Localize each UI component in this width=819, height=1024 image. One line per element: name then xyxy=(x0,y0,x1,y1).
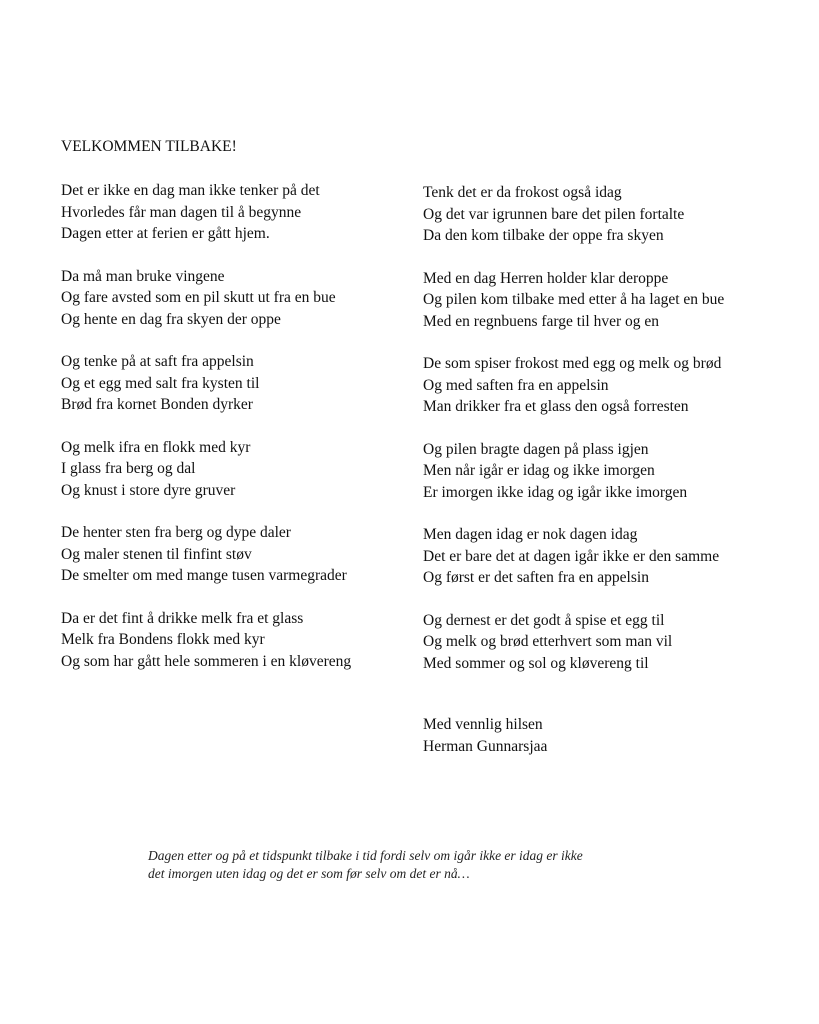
poem-line: Da er det fint å drikke melk fra et glass xyxy=(61,609,304,627)
poem-line: Og pilen bragte dagen på plass igjen xyxy=(423,440,649,458)
poem-line: Og melk ifra en flokk med kyr xyxy=(61,438,251,456)
stanza xyxy=(423,439,813,504)
poem-line: Og med saften fra en appelsin xyxy=(423,376,609,394)
poem-title: VELKOMMEN TILBAKE! xyxy=(61,138,237,155)
poem-line: Dagen etter at ferien er gått hjem. xyxy=(61,225,270,242)
poem-line: Med sommer og sol og kløvereng til xyxy=(423,654,649,672)
poem-line: Man drikker fra et glass den også forresten xyxy=(423,398,689,415)
stanza xyxy=(423,353,813,418)
poem-line: Og knust i store dyre gruver xyxy=(61,481,236,499)
poem-line: De henter sten fra berg og dype daler xyxy=(61,524,291,541)
stanza xyxy=(61,437,451,502)
poem-line: Melk fra Bondens flokk med kyr xyxy=(61,631,265,648)
poem-line: Og det var igrunnen bare det pilen fortalte xyxy=(423,205,685,223)
poem-line: Og hente en dag fra skyen der oppe xyxy=(61,310,281,328)
poem-line: Og maler stenen til finfint støv xyxy=(61,545,252,563)
stanza xyxy=(61,351,451,416)
poem-line: Og fare avsted som en pil skutt ut fra en bue xyxy=(61,289,336,306)
poem-line: Og pilen kom tilbake med etter å ha laget en bue xyxy=(423,291,725,308)
poem-line: De som spiser frokost med egg og melk og brød xyxy=(423,355,722,372)
poem-line: Da den kom tilbake der oppe fra skyen xyxy=(423,227,664,244)
poem-line: Og dernest er det godt å spise et egg til xyxy=(423,611,665,629)
signature-block xyxy=(423,714,547,757)
poem-line: Med en regnbuens farge til hver og en xyxy=(423,312,660,330)
poem-line: Og melk og brød etterhvert som man vil xyxy=(423,633,673,650)
poem-line: Brød fra kornet Bonden dyrker xyxy=(61,396,253,413)
left-column xyxy=(61,180,451,693)
poem-line: Og først er det saften fra en appelsin xyxy=(423,569,649,586)
stanza xyxy=(423,610,813,675)
poem-line: Og som har gått hele sommeren i en kløvereng xyxy=(61,652,352,670)
right-column xyxy=(423,182,813,695)
signature-closing: Med vennlig hilsen xyxy=(423,716,543,733)
stanza xyxy=(423,524,813,589)
signature-name: Herman Gunnarsjaa xyxy=(423,737,548,755)
stanza xyxy=(61,608,451,673)
poem-line: Da må man bruke vingene xyxy=(61,267,225,285)
poem-line: Det er ikke en dag man ikke tenker på det xyxy=(61,182,320,199)
poem-line: Med en dag Herren holder klar deroppe xyxy=(423,269,669,287)
footnote-line: Dagen etter og på et tidspunkt tilbake i tid fordi selv om igår ikke er idag er ikke xyxy=(148,848,583,863)
stanza xyxy=(61,180,451,245)
footnote xyxy=(148,847,708,883)
poem-line: Hvorledes får man dagen til å begynne xyxy=(61,203,302,221)
poem-line: Og tenke på at saft fra appelsin xyxy=(61,353,254,370)
footnote-line: det imorgen uten idag og det er som før selv om det er nå… xyxy=(148,866,470,881)
stanza xyxy=(423,182,813,247)
poem-line: Er imorgen ikke idag og igår ikke imorgen xyxy=(423,483,688,501)
poem-line: De smelter om med mange tusen varmegrader xyxy=(61,567,347,584)
poem-line: Tenk det er da frokost også idag xyxy=(423,184,622,201)
stanza xyxy=(61,522,451,587)
poem-line: Men når igår er idag og ikke imorgen xyxy=(423,462,655,479)
poem-line: I glass fra berg og dal xyxy=(61,460,196,477)
stanza xyxy=(423,268,813,333)
poem-line: Men dagen idag er nok dagen idag xyxy=(423,526,638,543)
poem-line: Det er bare det at dagen igår ikke er den samme xyxy=(423,547,720,565)
stanza xyxy=(61,266,451,331)
poem-line: Og et egg med salt fra kysten til xyxy=(61,374,260,392)
